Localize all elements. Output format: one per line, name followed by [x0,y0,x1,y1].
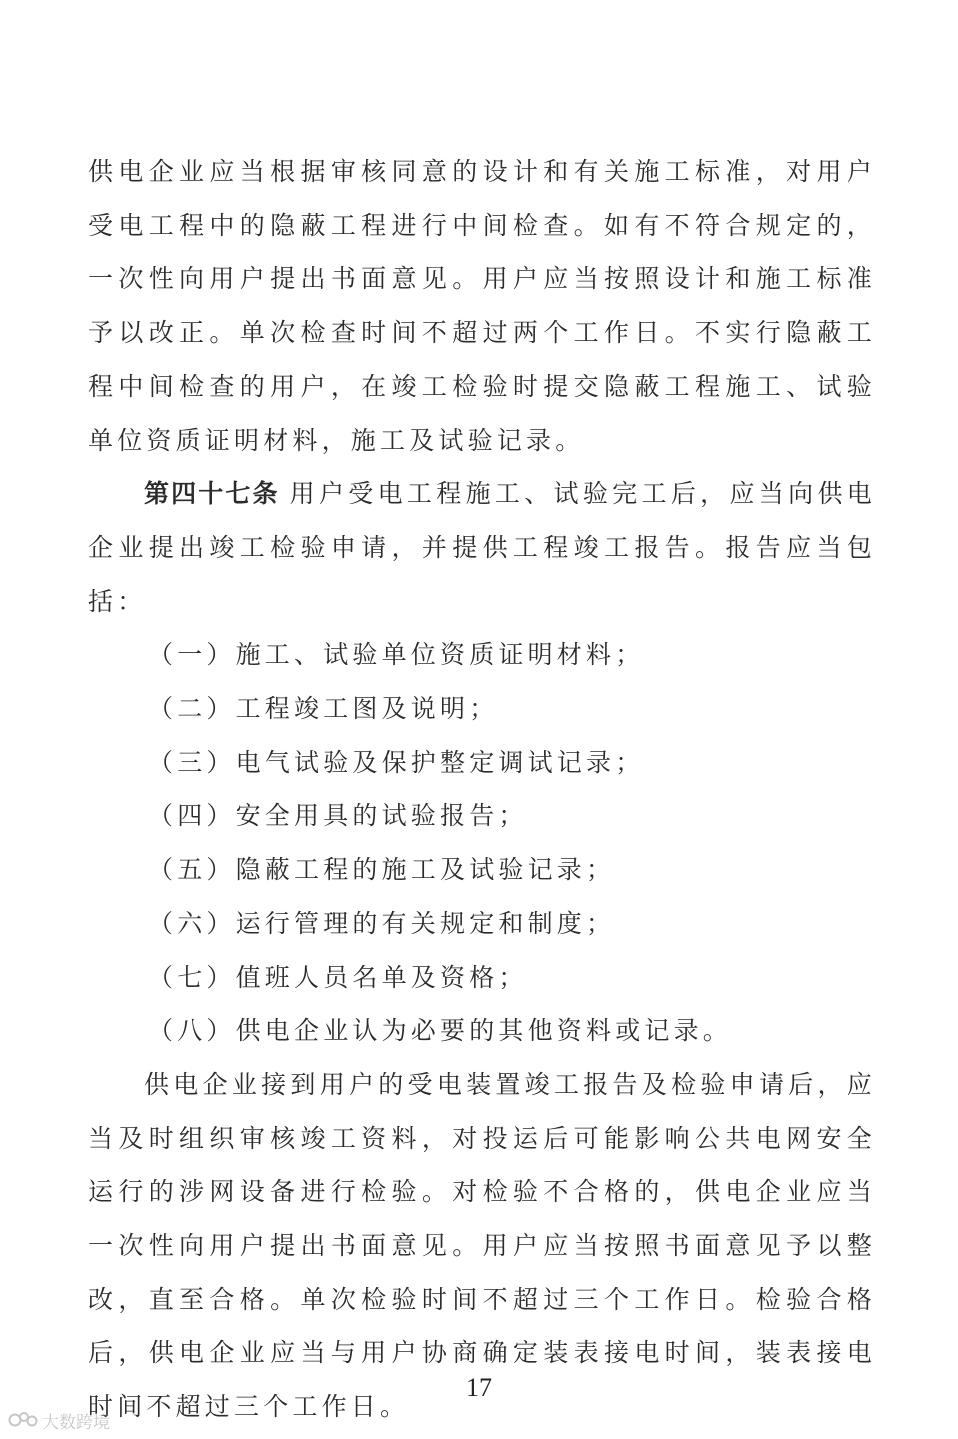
page-number: 17 [466,1373,492,1402]
list-item-7: （七）值班人员名单及资格； [148,962,528,992]
list-item-2: （二）工程竣工图及说明； [148,694,499,724]
list-item-1: （一）施工、试验单位资质证明材料； [148,640,645,670]
article-47-heading: 第四十七条 [144,479,280,509]
list-item-4: （四）安全用具的试验报告； [148,801,528,831]
paragraph-final: 供电企业接到用户的受电装置竣工报告及检验申请后，应当及时组织审核竣工资料，对投运后可能影响公共电网安全运行的涉网设备进行检验。对检验不合格的，供电企业应当一次性向用户提出书面意见。用户应当按照书面意见予以整改，直至合格。单次检验时间不超过三个工作日。检验合格后，供电企业应当与用户协商确定装表接电时间，装表接电时间不超过三个工作日。 [88,1069,876,1422]
document-page [88,145,876,1434]
article-47-body: 用户受电工程施工、试验完工后，应当向供电企业提出竣工检验申请，并提供工程竣工报告。报告应当包括： [88,479,876,616]
list-item-6: （六）运行管理的有关规定和制度； [148,908,616,938]
logo-icon [8,1410,38,1430]
watermark-text: 大数跨境 [42,1412,110,1433]
list-item-3: （三）电气试验及保护整定调试记录； [148,747,645,777]
watermark [8,1408,110,1432]
article-47 [88,467,876,628]
list-item-5: （五）隐蔽工程的施工及试验记录； [148,855,616,885]
list-item-8: （八）供电企业认为必要的其他资料或记录。 [148,1016,733,1046]
paragraph-1: 供电企业应当根据审核同意的设计和有关施工标准，对用户受电工程中的隐蔽工程进行中间检查。如有不符合规定的，一次性向用户提出书面意见。用户应当按照设计和施工标准予以改正。单次检查时间不超过两个工作日。不实行隐蔽工程中间检查的用户，在竣工检验时提交隐蔽工程施工、试验单位资质证明材料，施工及试验记录。 [88,157,876,455]
